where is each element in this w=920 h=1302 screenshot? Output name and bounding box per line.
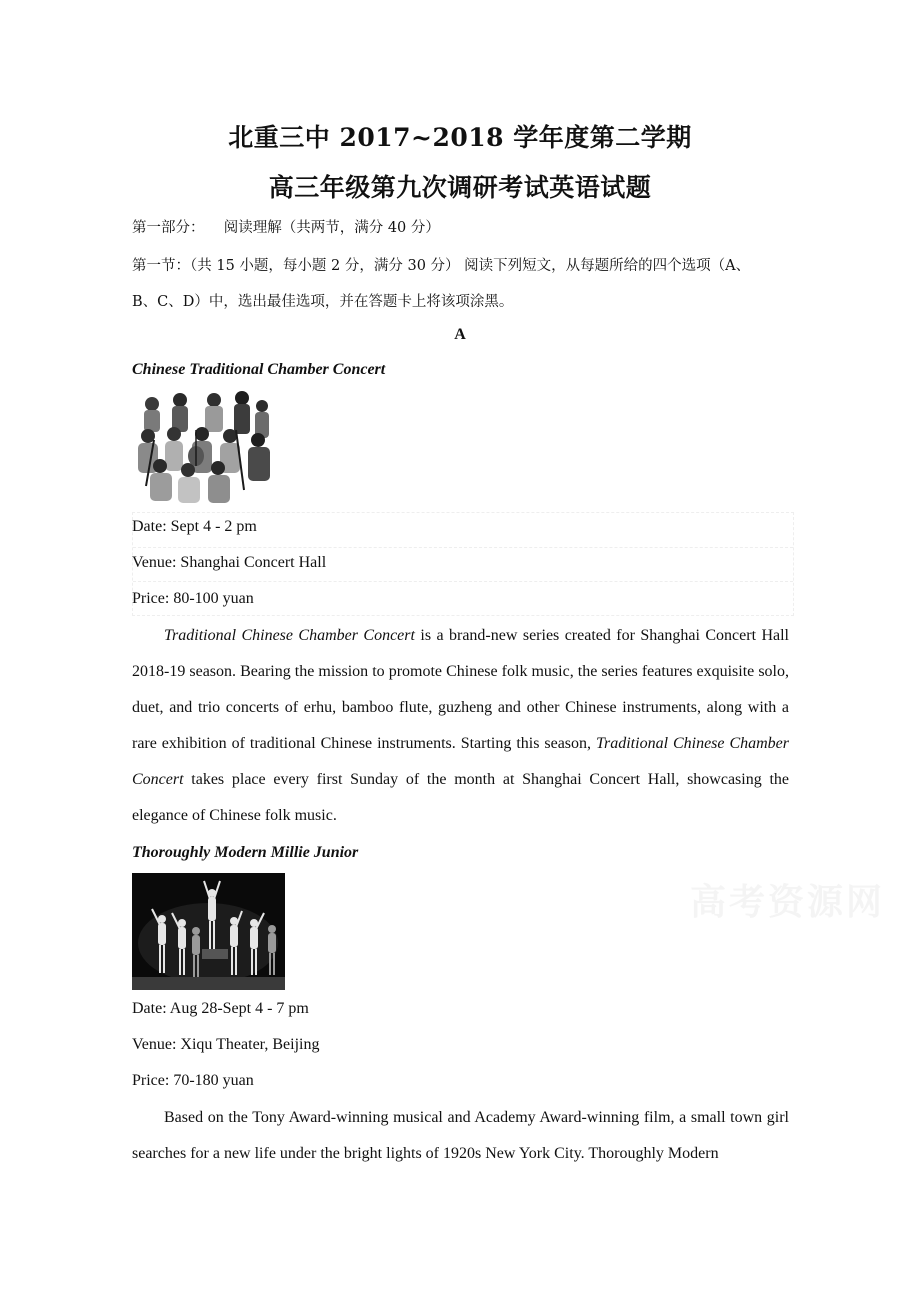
part-text: 阅读理解（共两节，满分 40 分） [223, 220, 440, 236]
event1-venue: Venue: Shanghai Concert Hall [132, 554, 327, 571]
event1-desc-italic-1: Traditional Chinese Chamber Concert [164, 627, 415, 644]
part-label: 第一部分： [132, 220, 205, 236]
part-heading [132, 216, 440, 237]
event2-title: Thoroughly Modern Millie Junior [132, 844, 359, 861]
event1-desc-part-2: takes place every first Sunday of the month at Shanghai Concert Hall, showcasing the elegance of Chinese folk music. [132, 771, 789, 824]
event1-description [132, 618, 789, 834]
section-instruction-line2: B、C、D）中，选出最佳选项，并在答题卡上将该项涂黑。 [132, 294, 514, 310]
event2-price: Price: 70-180 yuan [132, 1072, 254, 1089]
event2-date: Date: Aug 28-Sept 4 - 7 pm [132, 1000, 309, 1017]
section-instruction-line1: 第一节：（共 15 小题，每小题 2 分，满分 30 分） 阅读下列短文，从每题所给的四个选项（A、 [132, 258, 751, 274]
event1-date: Date: Sept 4 - 2 pm [132, 518, 257, 535]
event2-venue: Venue: Xiqu Theater, Beijing [132, 1036, 320, 1053]
event1-title: Chinese Traditional Chamber Concert [132, 361, 386, 378]
exam-title-line1: 北重三中 2017~2018 学年度第二学期 [228, 123, 692, 152]
event1-desc-italic-2: Traditional Chinese Chamber Concert [132, 735, 789, 788]
event2-description: Based on the Tony Award-winning musical and Academy Award-winning film, a small town girl searches for a new life under the bright lights of 1920s New York City. Thoroughly Modern [132, 1109, 789, 1162]
watermark: 高考资源网 [690, 881, 886, 923]
stage-dancers-photo [132, 873, 285, 990]
passage-letter: A [454, 326, 466, 343]
event1-desc-part-1: is a brand-new series created for Shanghai Concert Hall 2018-19 season. Bearing the mission to promote Chinese folk music, the series features exquisite solo, duet, and trio concerts of erhu, bamboo flute, guzheng and other Chinese instruments, along with a rare exhibition of traditional Chinese instruments. Starting this season, [132, 627, 789, 752]
exam-title-line2: 高三年级第九次调研考试英语试题 [268, 173, 652, 202]
ensemble-photo [132, 390, 277, 504]
event1-price: Price: 80-100 yuan [132, 590, 254, 607]
